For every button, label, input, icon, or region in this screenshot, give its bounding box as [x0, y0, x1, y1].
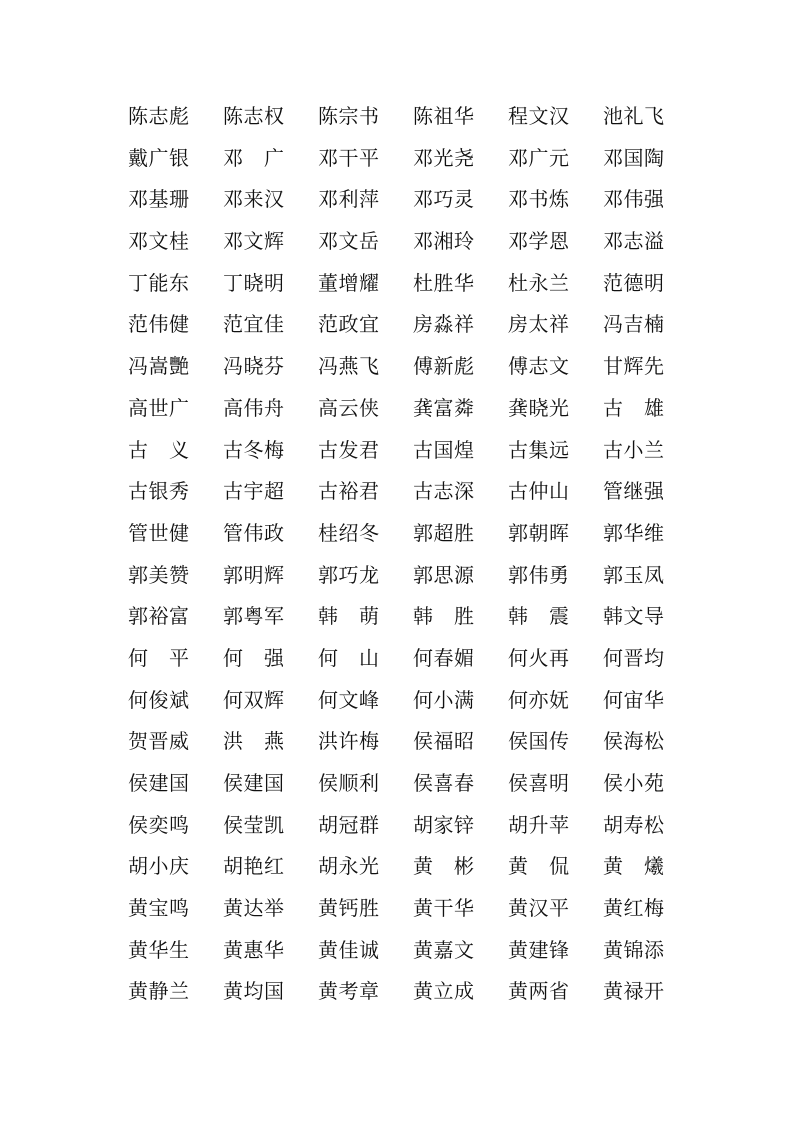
- name-entry: 韩 震: [508, 604, 570, 629]
- name-entry: 丁晓明: [223, 270, 285, 295]
- name-entry: 黄佳诚: [318, 937, 380, 962]
- name-entry: 郭超胜: [413, 520, 475, 545]
- name-entry: 郭明辉: [223, 562, 285, 587]
- name-entry: 黄锦添: [603, 937, 665, 962]
- name-entry: 傅志文: [508, 354, 570, 379]
- name-entry: 黄干华: [413, 896, 475, 921]
- name-entry: 何火再: [508, 645, 570, 670]
- name-entry: 陈志权: [223, 104, 285, 128]
- name-entry: 郭巧龙: [318, 562, 380, 587]
- name-entry: 侯奕鸣: [128, 812, 190, 837]
- name-entry: 胡冠群: [318, 812, 380, 837]
- name-entry: 高云侠: [318, 395, 380, 420]
- name-entry: 黄嘉文: [413, 937, 475, 962]
- name-entry: 洪 燕: [223, 729, 285, 754]
- name-entry: 古仲山: [508, 479, 570, 504]
- name-entry: 侯海松: [603, 729, 665, 754]
- name-entry: 侯小苑: [603, 771, 665, 795]
- name-entry: 邓文桂: [128, 229, 190, 254]
- name-entry: 冯嵩艷: [128, 354, 190, 379]
- name-entry: 程文汉: [508, 104, 570, 128]
- name-list-grid: [128, 96, 698, 1013]
- name-entry: 胡小庆: [128, 854, 190, 879]
- name-entry: 冯吉楠: [603, 312, 665, 337]
- name-entry: 郭伟勇: [508, 562, 570, 587]
- name-entry: 黄惠华: [223, 937, 285, 962]
- name-entry: 管伟政: [223, 520, 285, 545]
- name-entry: 何亦妩: [508, 687, 570, 712]
- name-entry: 洪许梅: [318, 729, 380, 754]
- name-entry: 古裕君: [318, 479, 380, 504]
- name-entry: 范政宜: [318, 312, 380, 337]
- name-entry: 郭玉凤: [603, 562, 665, 587]
- name-entry: 何春媚: [413, 645, 475, 670]
- name-entry: 池礼飞: [603, 104, 665, 128]
- name-entry: 高世广: [128, 395, 190, 420]
- name-entry: 胡永光: [318, 854, 380, 879]
- name-entry: 管继强: [603, 479, 665, 504]
- name-entry: 古冬梅: [223, 437, 285, 462]
- name-entry: 黄均国: [223, 979, 285, 1004]
- name-entry: 胡寿松: [603, 812, 665, 837]
- name-entry: 董增耀: [318, 270, 380, 295]
- name-entry: 范伟健: [128, 312, 190, 337]
- name-entry: 黄 爔: [603, 854, 665, 879]
- name-entry: 古银秀: [128, 479, 190, 504]
- name-entry: 冯燕飞: [318, 354, 380, 379]
- name-entry: 何 山: [318, 645, 380, 670]
- name-entry: 邓书炼: [508, 187, 570, 212]
- name-entry: 房太祥: [508, 312, 570, 337]
- name-entry: 韩 萌: [318, 604, 380, 629]
- name-entry: 邓湘玲: [413, 229, 475, 254]
- name-entry: 侯顺利: [318, 771, 380, 795]
- name-entry: 侯国传: [508, 729, 570, 754]
- name-entry: 何 平: [128, 645, 190, 670]
- name-entry: 何双辉: [223, 687, 285, 712]
- name-entry: 杜胜华: [413, 270, 475, 295]
- name-entry: 侯喜明: [508, 771, 570, 795]
- name-entry: 范德明: [603, 270, 665, 295]
- name-entry: 甘辉先: [603, 354, 665, 379]
- name-entry: 古集远: [508, 437, 570, 462]
- name-entry: 邓巧灵: [413, 187, 475, 212]
- name-entry: 房淼祥: [413, 312, 475, 337]
- name-entry: 黄宝鸣: [128, 896, 190, 921]
- name-entry: 侯建国: [128, 771, 190, 795]
- name-entry: 胡升苹: [508, 812, 570, 837]
- name-entry: 何小满: [413, 687, 475, 712]
- name-entry: 古小兰: [603, 437, 665, 462]
- name-entry: 古国煌: [413, 437, 475, 462]
- name-entry: 邓志溢: [603, 229, 665, 254]
- name-entry: 邓广元: [508, 145, 570, 170]
- name-entry: 黄 彬: [413, 854, 475, 879]
- name-entry: 高伟舟: [223, 395, 285, 420]
- name-entry: 郭思源: [413, 562, 475, 587]
- name-entry: 邓来汉: [223, 187, 285, 212]
- name-entry: 桂绍冬: [318, 520, 380, 545]
- name-entry: 邓光尧: [413, 145, 475, 170]
- name-entry: 黄考章: [318, 979, 380, 1004]
- name-entry: 邓基珊: [128, 187, 190, 212]
- name-entry: 何晋均: [603, 645, 665, 670]
- name-entry: 侯建国: [223, 771, 285, 795]
- name-entry: 古志深: [413, 479, 475, 504]
- name-entry: 邓国陶: [603, 145, 665, 170]
- name-entry: 胡艳红: [223, 854, 285, 879]
- name-entry: 范宜佳: [223, 312, 285, 337]
- name-entry: 何俊斌: [128, 687, 190, 712]
- name-entry: 丁能东: [128, 270, 190, 295]
- name-entry: 贺晋威: [128, 729, 190, 754]
- name-entry: 黄 侃: [508, 854, 570, 879]
- name-entry: 韩 胜: [413, 604, 475, 629]
- name-entry: 古发君: [318, 437, 380, 462]
- name-entry: 黄立成: [413, 979, 475, 1004]
- name-entry: 邓 广: [223, 145, 285, 170]
- name-entry: 管世健: [128, 520, 190, 545]
- name-entry: 黄华生: [128, 937, 190, 962]
- name-entry: 郭朝晖: [508, 520, 570, 545]
- name-entry: 陈志彪: [128, 104, 190, 128]
- name-entry: 韩文导: [603, 604, 665, 629]
- name-entry: 黄两省: [508, 979, 570, 1004]
- name-entry: 古宇超: [223, 479, 285, 504]
- name-entry: 郭美赞: [128, 562, 190, 587]
- name-entry: 邓文辉: [223, 229, 285, 254]
- name-entry: 黄钙胜: [318, 896, 380, 921]
- name-entry: 侯福昭: [413, 729, 475, 754]
- name-entry: 傅新彪: [413, 354, 475, 379]
- name-entry: 何文峰: [318, 687, 380, 712]
- name-entry: 陈祖华: [413, 104, 475, 128]
- name-entry: 黄静兰: [128, 979, 190, 1004]
- name-entry: 邓伟强: [603, 187, 665, 212]
- name-entry: 郭华维: [603, 520, 665, 545]
- name-entry: 戴广银: [128, 145, 190, 170]
- name-entry: 黄建锋: [508, 937, 570, 962]
- name-entry: 黄红梅: [603, 896, 665, 921]
- name-entry: 侯莹凯: [223, 812, 285, 837]
- name-entry: 龚富粦: [413, 395, 475, 420]
- name-entry: 郭粤军: [223, 604, 285, 629]
- name-entry: 何 强: [223, 645, 285, 670]
- name-entry: 何宙华: [603, 687, 665, 712]
- name-entry: 胡家锌: [413, 812, 475, 837]
- name-entry: 冯晓芬: [223, 354, 285, 379]
- name-entry: 黄禄开: [603, 979, 665, 1004]
- name-entry: 杜永兰: [508, 270, 570, 295]
- name-entry: 邓利萍: [318, 187, 380, 212]
- name-entry: 黄汉平: [508, 896, 570, 921]
- name-entry: 邓学恩: [508, 229, 570, 254]
- name-entry: 古 雄: [603, 395, 665, 420]
- name-entry: 龚晓光: [508, 395, 570, 420]
- name-entry: 黄达举: [223, 896, 285, 921]
- name-entry: 陈宗书: [318, 104, 380, 128]
- name-entry: 侯喜春: [413, 771, 475, 795]
- name-entry: 郭裕富: [128, 604, 190, 629]
- name-entry: 古 义: [128, 437, 190, 462]
- name-entry: 邓干平: [318, 145, 380, 170]
- name-entry: 邓文岳: [318, 229, 380, 254]
